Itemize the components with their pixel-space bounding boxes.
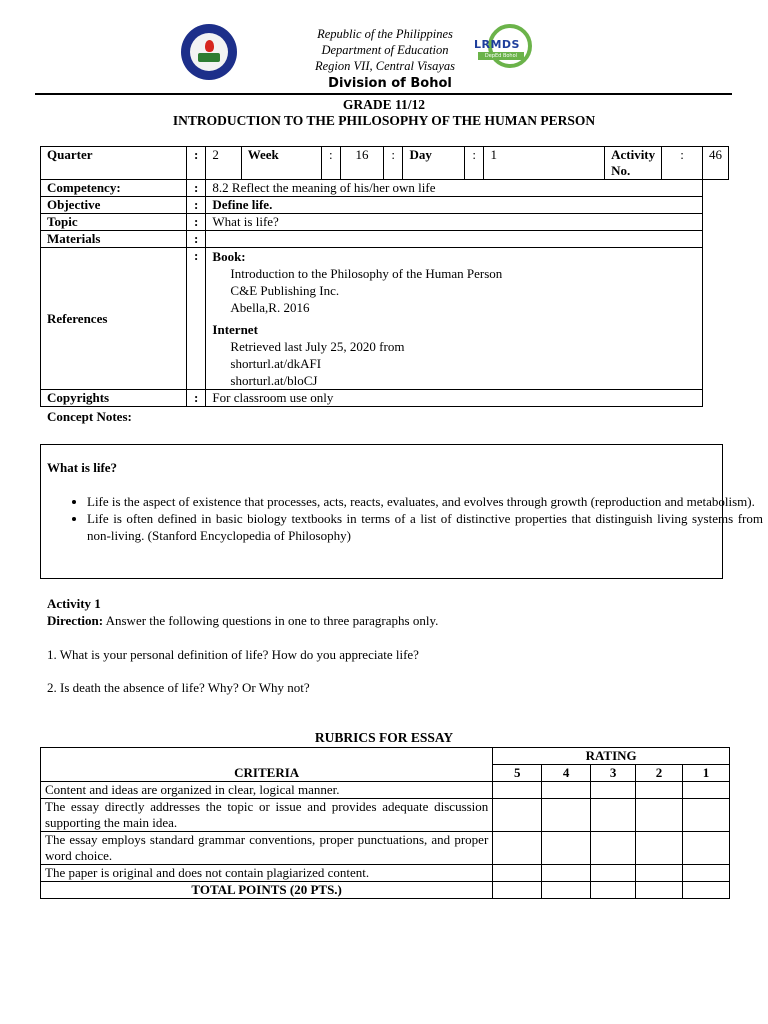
division-name: Division of Bohol (328, 76, 452, 91)
question-2: 2. Is death the absence of life? Why? Or Why not? (47, 680, 310, 695)
rubric-table (40, 747, 730, 899)
score-header-row: 5 4 3 2 1 (41, 765, 730, 782)
department-line: Department of Education (321, 43, 449, 57)
republic-line: Republic of the Philippines (317, 27, 453, 41)
row-copyrights: Copyrights : For classroom use only (41, 390, 729, 407)
rubric-title: RUBRICS FOR ESSAY (314, 730, 454, 745)
objective-value: Define life. (206, 197, 703, 214)
competency-value: 8.2 Reflect the meaning of his/her own life (206, 180, 703, 197)
subject-title: INTRODUCTION TO THE PHILOSOPHY OF THE HUMAN PERSON (172, 113, 596, 128)
row-topic: Topic : What is life? (41, 214, 729, 231)
criteria-header: CRITERIA (41, 748, 493, 782)
lrmds-logo: LRMDS DepEd Bohol (462, 24, 534, 72)
concept-notes-heading: Concept Notes: (47, 409, 132, 424)
grade-title: GRADE 11/12 (342, 97, 426, 112)
concept-box-title: What is life? (47, 460, 118, 475)
row-references: References : Book: Introduction to the Philosophy of the Human Person C&E Publishing Inc. Abella,R. 2016 Internet Retrieved last July 25, 2020 from shorturl.at/dkAFI shorturl.at/bloCJ (41, 248, 729, 390)
materials-value (206, 231, 703, 248)
row-quarter: Quarter : 2 Week : 16 : Day : 1 Activity No. : 46 (41, 147, 729, 180)
total-row (41, 882, 730, 899)
row-objective: Objective : Define life. (41, 197, 729, 214)
question-1: 1. What is your personal definition of life? How do you appreciate life? (47, 647, 419, 662)
concept-bullet-list (41, 493, 763, 544)
rating-header: RATING (493, 748, 730, 765)
day-value: 1 (484, 147, 605, 180)
deped-seal-logo (181, 24, 237, 80)
total-points-label: TOTAL POINTS (20 PTS.) (41, 882, 493, 899)
table-row: The paper is original and does not contain plagiarized content. (41, 865, 730, 882)
week-value: 16 (341, 147, 384, 180)
table-row: Content and ideas are organized in clear, logical manner. (41, 782, 730, 799)
lesson-info-table (40, 146, 729, 407)
topic-value: What is life? (206, 214, 703, 231)
header-divider (35, 93, 732, 95)
row-competency: Competency: : 8.2 Reflect the meaning of his/her own life (41, 180, 729, 197)
concept-notes-box (40, 444, 763, 579)
quarter-value: 2 (206, 147, 241, 180)
row-materials: Materials : (41, 231, 729, 248)
activity-number: 46 (703, 147, 729, 180)
copyrights-value: For classroom use only (206, 390, 703, 407)
activity-direction: Direction: Answer the following questions in one to three paragraphs only. (47, 613, 439, 628)
table-row: The essay directly addresses the topic or issue and provides adequate discussion supporting the main idea. (41, 799, 730, 832)
list-item: • Life is the aspect of existence that processes, acts, reacts, evaluates, and evolves through growth (reproduction and metabolism). (87, 493, 763, 510)
activity-title: Activity 1 (47, 596, 101, 611)
rubric-header-row (41, 748, 730, 765)
references-value: Book: Introduction to the Philosophy of the Human Person C&E Publishing Inc. Abella,R. 2016 Internet Retrieved last July 25, 2020 from shorturl.at/dkAFI shorturl.at/bloCJ (206, 248, 703, 390)
table-row: The essay employs standard grammar conventions, proper punctuations, and proper word choice. (41, 832, 730, 865)
region-line: Region VII, Central Visayas (314, 59, 456, 73)
list-item: • Life is often defined in basic biology textbooks in terms of a list of distinctive properties that distinguish living systems from non-living. (Stanford Encyclopedia of Philosophy) (87, 510, 763, 544)
